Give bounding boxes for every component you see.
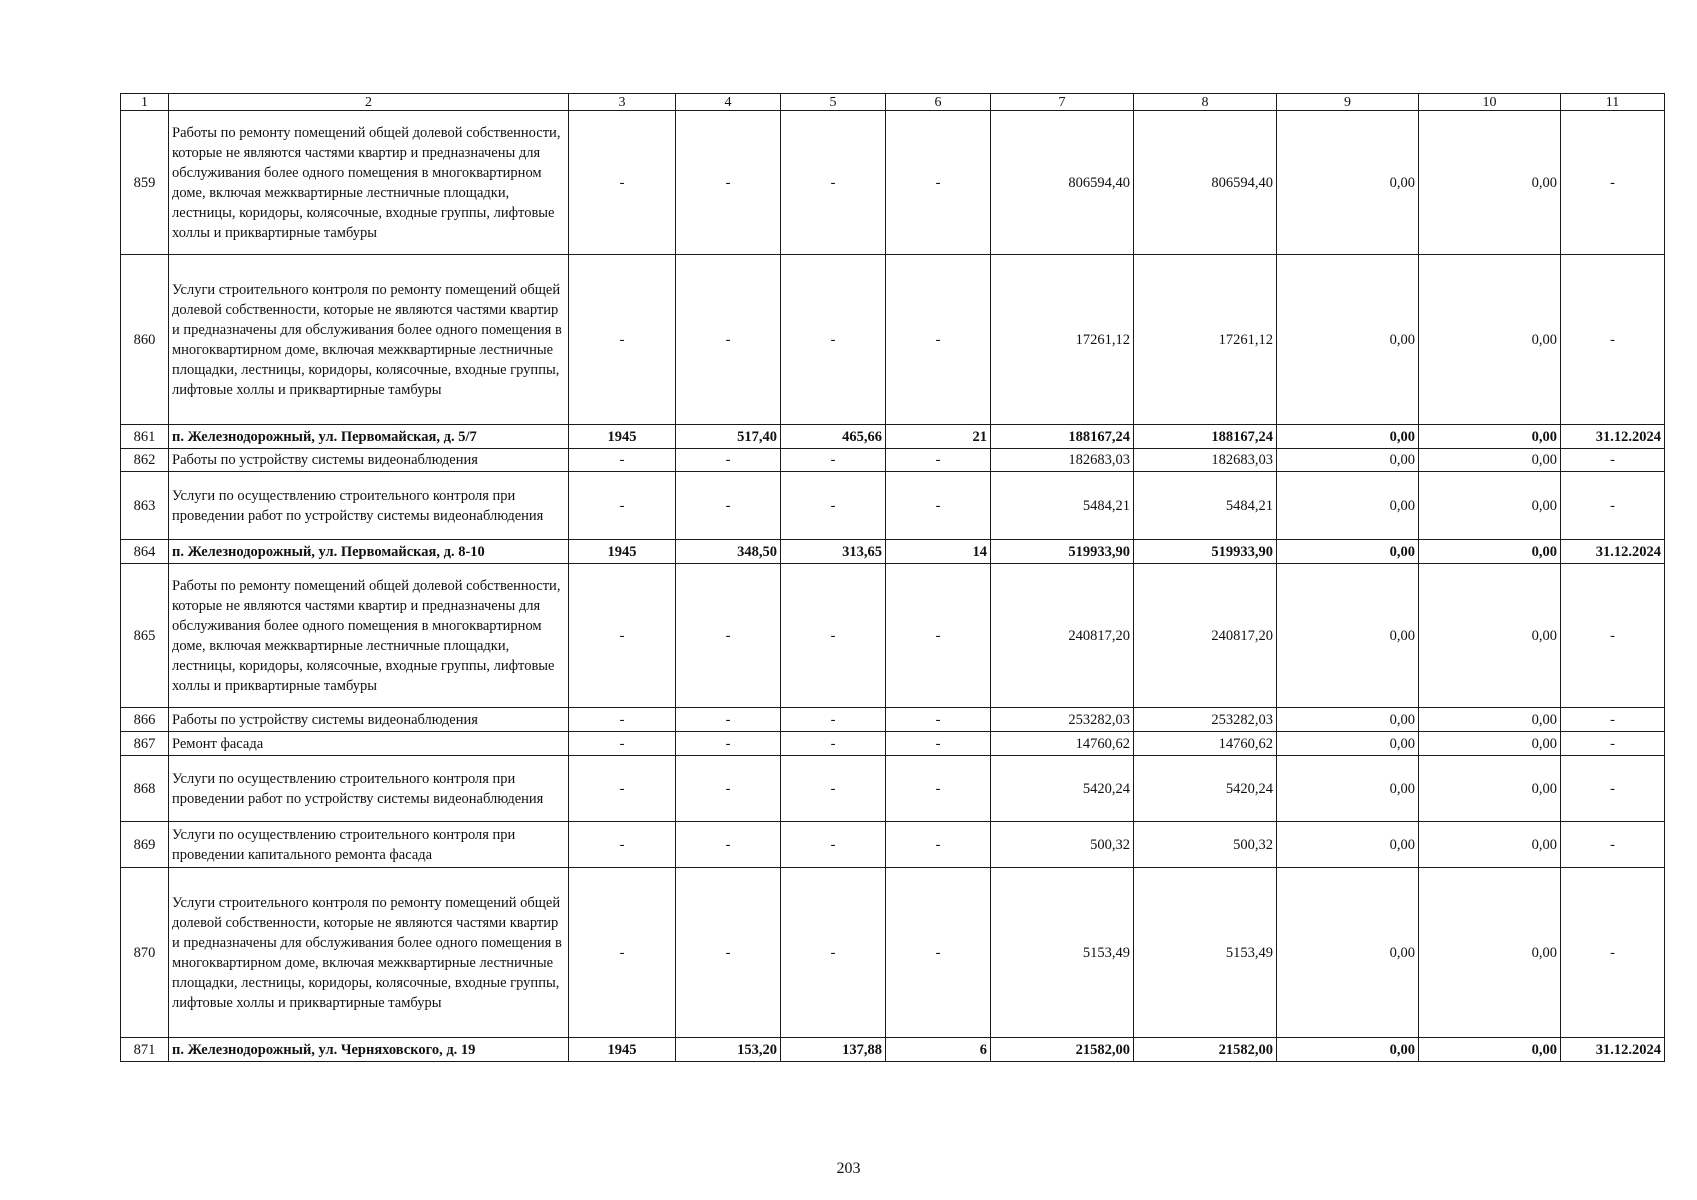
cell-col10: 0,00 (1419, 822, 1561, 868)
cell-col7: 806594,40 (991, 111, 1134, 255)
cell-col4: - (676, 708, 781, 732)
table-row (121, 255, 1665, 425)
cell-col11: - (1561, 255, 1665, 425)
cell-col6: - (886, 708, 991, 732)
cell-col9: 0,00 (1277, 540, 1419, 564)
cell-col11: - (1561, 756, 1665, 822)
cell-col10: 0,00 (1419, 111, 1561, 255)
cell-col6: - (886, 822, 991, 868)
column-header: 8 (1134, 94, 1277, 111)
work-description: Услуги по осуществлению строительного контроля при проведении работ по устройству системы видеонаблюдения (169, 756, 569, 822)
cell-col11: - (1561, 449, 1665, 472)
cell-col8: 21582,00 (1134, 1038, 1277, 1062)
cell-col9: 0,00 (1277, 708, 1419, 732)
column-number-row (121, 94, 1665, 111)
cell-col3: - (569, 472, 676, 540)
cell-col10: 0,00 (1419, 564, 1561, 708)
cell-col6: - (886, 732, 991, 756)
cell-col3: - (569, 822, 676, 868)
cell-col3: 1945 (569, 540, 676, 564)
cell-col4: - (676, 756, 781, 822)
row-number: 867 (121, 732, 169, 756)
row-number: 870 (121, 868, 169, 1038)
address: п. Железнодорожный, ул. Черняховского, д. 19 (169, 1038, 569, 1062)
cell-col3: - (569, 868, 676, 1038)
cell-col5: - (781, 111, 886, 255)
row-number: 866 (121, 708, 169, 732)
cell-col10: 0,00 (1419, 540, 1561, 564)
cell-col7: 5484,21 (991, 472, 1134, 540)
cell-col7: 500,32 (991, 822, 1134, 868)
column-header: 9 (1277, 94, 1419, 111)
cell-col3: - (569, 708, 676, 732)
page-number: 203 (836, 1160, 861, 1177)
cell-col5: - (781, 756, 886, 822)
cell-col6: - (886, 111, 991, 255)
work-description: Работы по ремонту помещений общей долевой собственности, которые не являются частями квартир и предназначены для обслуживания более одного помещения в многоквартирном доме, включая межквартирные лестничные площадки, лестницы, коридоры, колясочные, входные группы, лифтовые холлы и приквартирные тамбуры (169, 111, 569, 255)
cell-col4: 348,50 (676, 540, 781, 564)
cell-col5: 313,65 (781, 540, 886, 564)
work-description: Работы по устройству системы видеонаблюдения (169, 708, 569, 732)
cell-col3: - (569, 732, 676, 756)
cell-col6: 21 (886, 425, 991, 449)
row-number: 868 (121, 756, 169, 822)
cell-col5: - (781, 708, 886, 732)
cell-col11: - (1561, 822, 1665, 868)
cell-col8: 253282,03 (1134, 708, 1277, 732)
cell-col11: 31.12.2024 (1561, 425, 1665, 449)
cell-col9: 0,00 (1277, 756, 1419, 822)
row-number: 869 (121, 822, 169, 868)
cell-col10: 0,00 (1419, 756, 1561, 822)
cell-col6: - (886, 756, 991, 822)
column-header: 4 (676, 94, 781, 111)
cell-col8: 519933,90 (1134, 540, 1277, 564)
cell-col4: - (676, 472, 781, 540)
table-row (121, 822, 1665, 868)
cell-col5: 137,88 (781, 1038, 886, 1062)
table-row (121, 732, 1665, 756)
cell-col10: 0,00 (1419, 472, 1561, 540)
cell-col4: - (676, 732, 781, 756)
cell-col4: - (676, 564, 781, 708)
row-number: 863 (121, 472, 169, 540)
cell-col8: 240817,20 (1134, 564, 1277, 708)
cell-col8: 17261,12 (1134, 255, 1277, 425)
table-row-address (121, 540, 1665, 564)
cell-col7: 14760,62 (991, 732, 1134, 756)
cell-col7: 21582,00 (991, 1038, 1134, 1062)
work-description: Ремонт фасада (169, 732, 569, 756)
cell-col6: - (886, 472, 991, 540)
cell-col7: 240817,20 (991, 564, 1134, 708)
cell-col9: 0,00 (1277, 564, 1419, 708)
work-description: Услуги по осуществлению строительного контроля при проведении капитального ремонта фасада (169, 822, 569, 868)
cell-col7: 253282,03 (991, 708, 1134, 732)
cell-col11: - (1561, 708, 1665, 732)
cell-col3: - (569, 564, 676, 708)
table-row (121, 564, 1665, 708)
cell-col9: 0,00 (1277, 255, 1419, 425)
cell-col8: 182683,03 (1134, 449, 1277, 472)
cell-col4: - (676, 111, 781, 255)
work-description: Услуги строительного контроля по ремонту помещений общей долевой собственности, которые не являются частями квартир и предназначены для обслуживания более одного помещения в многоквартирном доме, включая межквартирные лестничные площадки, лестницы, коридоры, колясочные, входные группы, лифтовые холлы и приквартирные тамбуры (169, 255, 569, 425)
cell-col4: 153,20 (676, 1038, 781, 1062)
cell-col3: - (569, 756, 676, 822)
work-description: Услуги по осуществлению строительного контроля при проведении работ по устройству системы видеонаблюдения (169, 472, 569, 540)
cell-col11: 31.12.2024 (1561, 540, 1665, 564)
cell-col10: 0,00 (1419, 868, 1561, 1038)
cell-col3: - (569, 255, 676, 425)
cell-col5: - (781, 449, 886, 472)
table-row (121, 449, 1665, 472)
cell-col8: 14760,62 (1134, 732, 1277, 756)
cell-col11: - (1561, 868, 1665, 1038)
cell-col10: 0,00 (1419, 255, 1561, 425)
row-number: 859 (121, 111, 169, 255)
cell-col3: - (569, 111, 676, 255)
cell-col9: 0,00 (1277, 111, 1419, 255)
table-row (121, 868, 1665, 1038)
cell-col7: 519933,90 (991, 540, 1134, 564)
cell-col10: 0,00 (1419, 425, 1561, 449)
cell-col8: 188167,24 (1134, 425, 1277, 449)
table-row-address (121, 1038, 1665, 1062)
cell-col5: - (781, 255, 886, 425)
cell-col5: - (781, 472, 886, 540)
cell-col9: 0,00 (1277, 732, 1419, 756)
column-header: 2 (169, 94, 569, 111)
cell-col5: - (781, 868, 886, 1038)
column-header: 11 (1561, 94, 1665, 111)
row-number: 864 (121, 540, 169, 564)
row-number: 860 (121, 255, 169, 425)
cell-col6: 6 (886, 1038, 991, 1062)
cell-col7: 5420,24 (991, 756, 1134, 822)
cell-col8: 806594,40 (1134, 111, 1277, 255)
cell-col8: 5420,24 (1134, 756, 1277, 822)
cell-col4: - (676, 255, 781, 425)
table-row (121, 111, 1665, 255)
cell-col4: - (676, 822, 781, 868)
row-number: 861 (121, 425, 169, 449)
work-description: Работы по ремонту помещений общей долевой собственности, которые не являются частями квартир и предназначены для обслуживания более одного помещения в многоквартирном доме, включая межквартирные лестничные площадки, лестницы, коридоры, колясочные, входные группы, лифтовые холлы и приквартирные тамбуры (169, 564, 569, 708)
cell-col11: - (1561, 564, 1665, 708)
cell-col11: - (1561, 111, 1665, 255)
cell-col11: - (1561, 732, 1665, 756)
cell-col3: - (569, 449, 676, 472)
column-header: 7 (991, 94, 1134, 111)
cell-col9: 0,00 (1277, 472, 1419, 540)
cell-col10: 0,00 (1419, 732, 1561, 756)
row-number: 871 (121, 1038, 169, 1062)
work-description: Услуги строительного контроля по ремонту помещений общей долевой собственности, которые не являются частями квартир и предназначены для обслуживания более одного помещения в многоквартирном доме, включая межквартирные лестничные площадки, лестницы, коридоры, колясочные, входные группы, лифтовые холлы и приквартирные тамбуры (169, 868, 569, 1038)
column-header: 5 (781, 94, 886, 111)
cell-col7: 5153,49 (991, 868, 1134, 1038)
cell-col4: - (676, 868, 781, 1038)
table-row-address (121, 425, 1665, 449)
cell-col4: 517,40 (676, 425, 781, 449)
work-description: Работы по устройству системы видеонаблюдения (169, 449, 569, 472)
cell-col11: - (1561, 472, 1665, 540)
cell-col10: 0,00 (1419, 1038, 1561, 1062)
column-header: 6 (886, 94, 991, 111)
column-header: 10 (1419, 94, 1561, 111)
address: п. Железнодорожный, ул. Первомайская, д. 5/7 (169, 425, 569, 449)
cell-col3: 1945 (569, 1038, 676, 1062)
cell-col4: - (676, 449, 781, 472)
row-number: 862 (121, 449, 169, 472)
table-row (121, 472, 1665, 540)
cell-col6: 14 (886, 540, 991, 564)
address: п. Железнодорожный, ул. Первомайская, д. 8-10 (169, 540, 569, 564)
table-row (121, 756, 1665, 822)
cell-col7: 182683,03 (991, 449, 1134, 472)
register-table (120, 93, 1665, 1062)
cell-col7: 188167,24 (991, 425, 1134, 449)
cell-col6: - (886, 564, 991, 708)
cell-col7: 17261,12 (991, 255, 1134, 425)
cell-col9: 0,00 (1277, 822, 1419, 868)
row-number: 865 (121, 564, 169, 708)
column-header: 3 (569, 94, 676, 111)
cell-col10: 0,00 (1419, 449, 1561, 472)
cell-col6: - (886, 255, 991, 425)
cell-col8: 5153,49 (1134, 868, 1277, 1038)
cell-col8: 5484,21 (1134, 472, 1277, 540)
cell-col6: - (886, 868, 991, 1038)
cell-col6: - (886, 449, 991, 472)
cell-col11: 31.12.2024 (1561, 1038, 1665, 1062)
column-header: 1 (121, 94, 169, 111)
cell-col9: 0,00 (1277, 1038, 1419, 1062)
cell-col10: 0,00 (1419, 708, 1561, 732)
cell-col3: 1945 (569, 425, 676, 449)
cell-col9: 0,00 (1277, 868, 1419, 1038)
cell-col5: 465,66 (781, 425, 886, 449)
cell-col5: - (781, 564, 886, 708)
cell-col9: 0,00 (1277, 425, 1419, 449)
cell-col8: 500,32 (1134, 822, 1277, 868)
cell-col5: - (781, 732, 886, 756)
table-row (121, 708, 1665, 732)
cell-col9: 0,00 (1277, 449, 1419, 472)
cell-col5: - (781, 822, 886, 868)
